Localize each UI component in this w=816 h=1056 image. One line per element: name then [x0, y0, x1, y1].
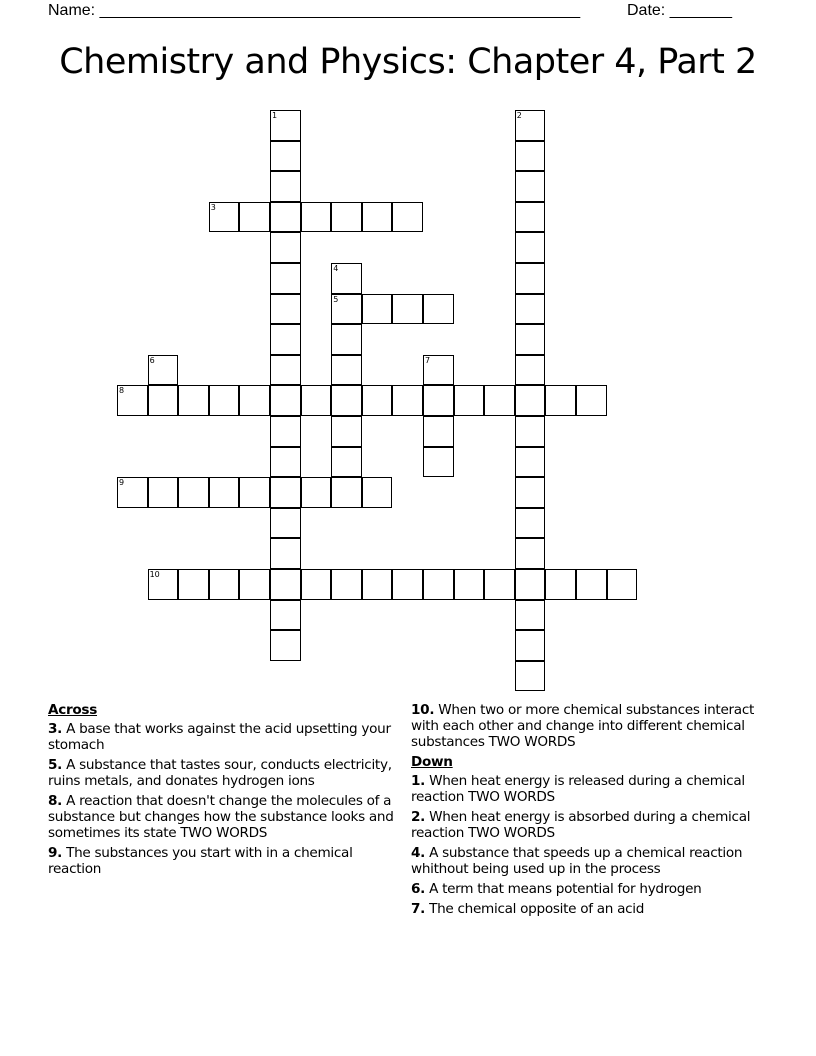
crossword-cell[interactable] — [331, 385, 362, 416]
crossword-cell[interactable] — [331, 202, 362, 233]
crossword-cell[interactable] — [423, 416, 454, 447]
crossword-cell[interactable] — [270, 202, 301, 233]
crossword-cell[interactable] — [576, 385, 607, 416]
crossword-cell[interactable] — [117, 477, 148, 508]
crossword-cell[interactable] — [209, 569, 240, 600]
crossword-cell[interactable] — [362, 385, 393, 416]
crossword-cell[interactable] — [270, 232, 301, 263]
crossword-cell[interactable] — [117, 385, 148, 416]
clue-across-9: 9. The substances you start with in a chemical reaction — [48, 845, 353, 877]
crossword-cell[interactable] — [362, 202, 393, 233]
clues-left-column — [48, 702, 408, 881]
crossword-cell[interactable] — [148, 477, 179, 508]
crossword-cell[interactable] — [331, 324, 362, 355]
cell-number: 4 — [333, 264, 339, 273]
crossword-cell[interactable] — [148, 355, 179, 386]
crossword-cell[interactable] — [209, 385, 240, 416]
crossword-cell[interactable] — [270, 263, 301, 294]
crossword-cell[interactable] — [423, 355, 454, 386]
crossword-cell[interactable] — [515, 538, 546, 569]
crossword-cell[interactable] — [270, 171, 301, 202]
crossword-cell[interactable] — [270, 630, 301, 661]
crossword-cell[interactable] — [607, 569, 638, 600]
crossword-cell[interactable] — [270, 141, 301, 172]
crossword-cell[interactable] — [270, 385, 301, 416]
crossword-cell[interactable] — [515, 600, 546, 631]
date-field[interactable]: Date: _______ — [627, 2, 732, 19]
crossword-cell[interactable] — [270, 569, 301, 600]
crossword-cell[interactable] — [515, 447, 546, 478]
across-heading: Across — [48, 702, 98, 718]
crossword-cell[interactable] — [454, 385, 485, 416]
crossword-cell[interactable] — [148, 569, 179, 600]
cell-number: 5 — [333, 294, 339, 304]
name-field[interactable]: Name: ______________________________________________________ — [48, 2, 581, 19]
cell-number: 3 — [210, 202, 216, 212]
crossword-cell[interactable] — [515, 263, 546, 294]
cell-number: 10 — [149, 570, 160, 579]
crossword-cell[interactable] — [301, 569, 332, 600]
crossword-cell[interactable] — [423, 294, 454, 325]
crossword-cell[interactable] — [515, 569, 546, 600]
crossword-cell[interactable] — [178, 477, 209, 508]
crossword-cell[interactable] — [362, 569, 393, 600]
cell-number: 2 — [516, 111, 522, 120]
crossword-cell[interactable] — [270, 447, 301, 478]
crossword-cell[interactable] — [545, 569, 576, 600]
crossword-cell[interactable] — [515, 630, 546, 661]
crossword-cell[interactable] — [515, 110, 546, 141]
crossword-cell[interactable] — [392, 202, 423, 233]
crossword-cell[interactable] — [576, 569, 607, 600]
clue-down-7: 7. The chemical opposite of an acid — [411, 901, 645, 917]
crossword-cell[interactable] — [515, 661, 546, 692]
crossword-cell[interactable] — [454, 569, 485, 600]
down-heading: Down — [411, 754, 453, 770]
cell-number: 1 — [272, 111, 278, 120]
crossword-cell[interactable] — [331, 355, 362, 386]
crossword-cell[interactable] — [392, 569, 423, 600]
cell-number: 6 — [149, 355, 155, 365]
crossword-cell[interactable] — [484, 385, 515, 416]
crossword-cell[interactable] — [331, 447, 362, 478]
crossword-cell[interactable] — [270, 110, 301, 141]
crossword-cell[interactable] — [515, 141, 546, 172]
clues-right-column — [411, 702, 771, 921]
crossword-cell[interactable] — [515, 232, 546, 263]
crossword-cell[interactable] — [301, 385, 332, 416]
clue-across-3: 3. A base that works against the acid upsetting your stomach — [48, 721, 391, 753]
crossword-cell[interactable] — [270, 416, 301, 447]
crossword-cell[interactable] — [270, 324, 301, 355]
clue-across-10: 10. When two or more chemical substances interact with each other and change into different chemical substances TWO WORDS — [411, 702, 755, 750]
page-title: Chemistry and Physics: Chapter 4, Part 2 — [59, 42, 757, 82]
crossword-cell[interactable] — [301, 202, 332, 233]
crossword-cell[interactable] — [362, 294, 393, 325]
crossword-cell[interactable] — [392, 385, 423, 416]
crossword-cell[interactable] — [423, 447, 454, 478]
crossword-cell[interactable] — [515, 508, 546, 539]
crossword-cell[interactable] — [331, 294, 362, 325]
crossword-cell[interactable] — [270, 477, 301, 508]
crossword-cell[interactable] — [515, 477, 546, 508]
clue-across-8: 8. A reaction that doesn't change the molecules of a substance but changes how the substance looks and sometimes its state TWO WORDS — [48, 793, 394, 841]
crossword-cell[interactable] — [515, 294, 546, 325]
crossword-cell[interactable] — [270, 538, 301, 569]
crossword-cell[interactable] — [545, 385, 576, 416]
cell-number: 8 — [119, 386, 125, 396]
crossword-cell[interactable] — [515, 355, 546, 386]
cell-number: 9 — [119, 478, 125, 488]
clue-down-4: 4. A substance that speeds up a chemical reaction whithout being used up in the process — [411, 845, 743, 877]
crossword-cell[interactable] — [515, 416, 546, 447]
crossword-cell[interactable] — [515, 171, 546, 202]
crossword-cell[interactable] — [331, 416, 362, 447]
crossword-cell[interactable] — [331, 569, 362, 600]
crossword-cell[interactable] — [484, 569, 515, 600]
crossword-cell[interactable] — [148, 385, 179, 416]
crossword-cell[interactable] — [270, 294, 301, 325]
crossword-cell[interactable] — [178, 385, 209, 416]
crossword-cell[interactable] — [392, 294, 423, 325]
crossword-cell[interactable] — [423, 385, 454, 416]
crossword-cell[interactable] — [239, 477, 270, 508]
crossword-cell[interactable] — [178, 569, 209, 600]
crossword-cell[interactable] — [515, 324, 546, 355]
crossword-cell[interactable] — [239, 569, 270, 600]
crossword-cell[interactable] — [270, 355, 301, 386]
clue-across-5: 5. A substance that tastes sour, conducts electricity, ruins metals, and donates hydrogen ions — [48, 757, 392, 789]
crossword-cell[interactable] — [209, 202, 240, 233]
crossword-cell[interactable] — [270, 508, 301, 539]
crossword-cell[interactable] — [423, 569, 454, 600]
crossword-cell[interactable] — [209, 477, 240, 508]
cell-number: 7 — [425, 355, 431, 365]
crossword-cell[interactable] — [301, 477, 332, 508]
clue-down-6: 6. A term that means potential for hydrogen — [411, 881, 702, 897]
crossword-cell[interactable] — [515, 202, 546, 233]
crossword-cell[interactable] — [239, 202, 270, 233]
crossword-cell[interactable] — [239, 385, 270, 416]
crossword-cell[interactable] — [270, 600, 301, 631]
clue-down-1: 1. When heat energy is released during a chemical reaction TWO WORDS — [411, 773, 745, 805]
crossword-cell[interactable] — [331, 263, 362, 294]
crossword-cell[interactable] — [331, 477, 362, 508]
crossword-cell[interactable] — [362, 477, 393, 508]
crossword-cell[interactable] — [515, 385, 546, 416]
clue-down-2: 2. When heat energy is absorbed during a chemical reaction TWO WORDS — [411, 809, 751, 841]
